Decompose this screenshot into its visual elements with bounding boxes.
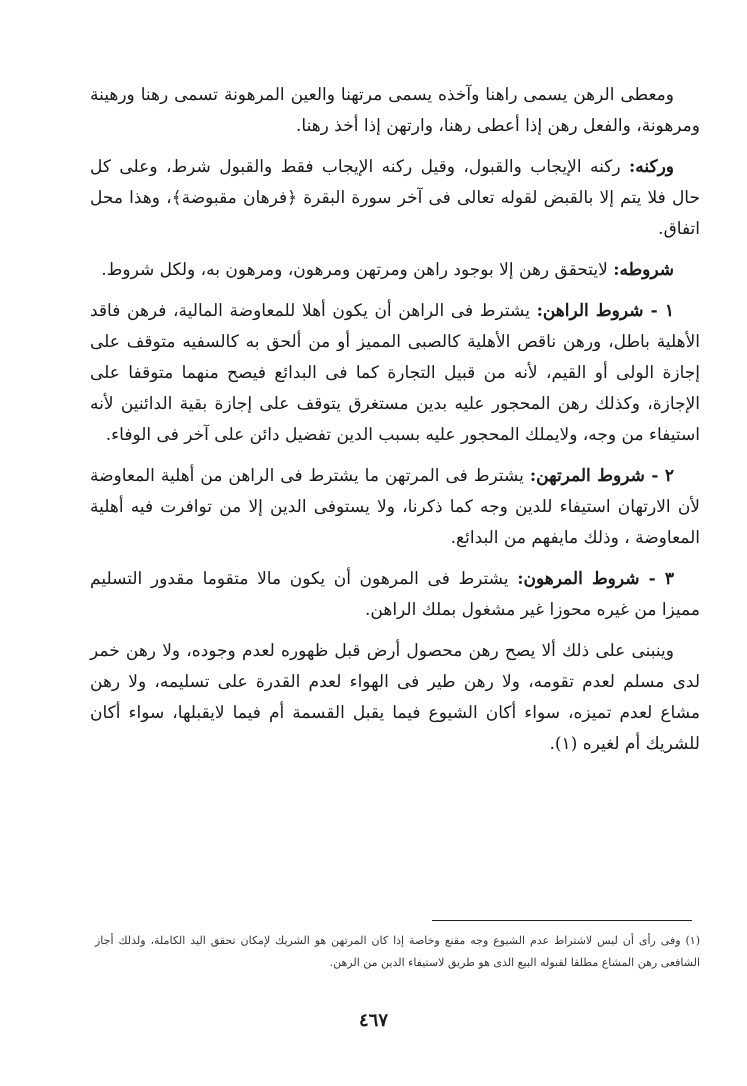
paragraph-text: يشترط فى المرهون أن يكون مالا متقوما مقدور التسليم مميزا من غيره محوزا غير مشغول بملك الراهن. xyxy=(90,569,700,620)
paragraph-pillar xyxy=(90,152,700,245)
paragraph-text: ومعطى الرهن يسمى راهنا وآخذه يسمى مرتهنا والعين المرهونة تسمى رهنا ورهينة ومرهونة، والفعل رهن إذا أعطى رهنا، وارتهن إذا أخذ رهنا. xyxy=(90,85,700,136)
paragraph-text: يشترط فى الراهن أن يكون أهلا للمعاوضة المالية، فرهن فاقد الأهلية باطل، ورهن ناقص الأهلية كالصبى المميز أو من ألحق به كالسفيه متوقف على إجازة الولى أو القيم، لأنه من قبيل التجارة كما فى البدائع فيصح منهما متوقفا على الإجازة، وكذلك رهن المحجور عليه بدين مستغرق يتوقف على إجازة بقية الدائنين لأنه استيفاء من وجه، ولايملك المحجور عليه بسبب الدين تفضيل دائن على آخر فى الوفاء. xyxy=(90,301,700,445)
footnote-divider xyxy=(432,920,692,921)
paragraph-term: شروطه: xyxy=(613,260,674,280)
paragraph-pledgor-conditions xyxy=(90,296,700,451)
paragraph-conditions xyxy=(90,255,700,286)
page-body xyxy=(90,80,700,770)
paragraph-term: ١ - شروط الراهن: xyxy=(536,301,674,321)
paragraph-term: ٢ - شروط المرتهن: xyxy=(529,466,675,486)
paragraph-pledged-conditions xyxy=(90,564,700,626)
footnote: (١) وفى رأى أن ليس لاشتراط عدم الشيوع وجه مقنع وخاصة إذا كان المرتهن هو الشريك لإمكان تحقق اليد الكاملة، ولذلك أجاز الشافعى رهن المشاع مطلقا لقبوله البيع الذى هو طريق لاستيفاء الدين من الرهن. xyxy=(95,934,700,969)
paragraph-term: ٣ - شروط المرهون: xyxy=(517,569,674,589)
page-number: ٤٦٧ xyxy=(358,1010,388,1031)
paragraph-consequences xyxy=(90,636,700,760)
paragraph-term: وركنه: xyxy=(628,157,674,177)
paragraph-text: لايتحقق رهن إلا بوجود راهن ومرتهن ومرهون، ومرهون به، ولكل شروط. xyxy=(101,260,614,280)
paragraph-text: ركنه الإيجاب والقبول، وقيل ركنه الإيجاب فقط والقبول شرط، وعلى كل حال فلا يتم إلا بالقبض لقوله تعالى فى آخر سورة البقرة ﴿فرهان مقبوضة﴾، وهذا محل اتفاق. xyxy=(90,157,700,239)
paragraph-text: وينبنى على ذلك ألا يصح رهن محصول أرض قبل ظهوره لعدم وجوده، ولا رهن خمر لدى مسلم لعدم تقومه، ولا رهن طير فى الهواء لعدم القدرة على تسليمه، ولا رهن مشاع لعدم تميزه، سواء أكان الشيوع فيما يقبل القسمة أم فيما لايقبلها، سواء أكان للشريك أم لغيره (١). xyxy=(90,641,700,754)
paragraph-intro xyxy=(90,80,700,142)
paragraph-text: يشترط فى المرتهن ما يشترط فى الراهن من أهلية المعاوضة لأن الارتهان استيفاء للدين وجه كما ذكرنا، ولا يستوفى الدين إلا من توافرت فيه أهلية المعاوضة ، وذلك مايفهم من البدائع. xyxy=(90,466,700,548)
paragraph-pledgee-conditions xyxy=(90,461,700,554)
